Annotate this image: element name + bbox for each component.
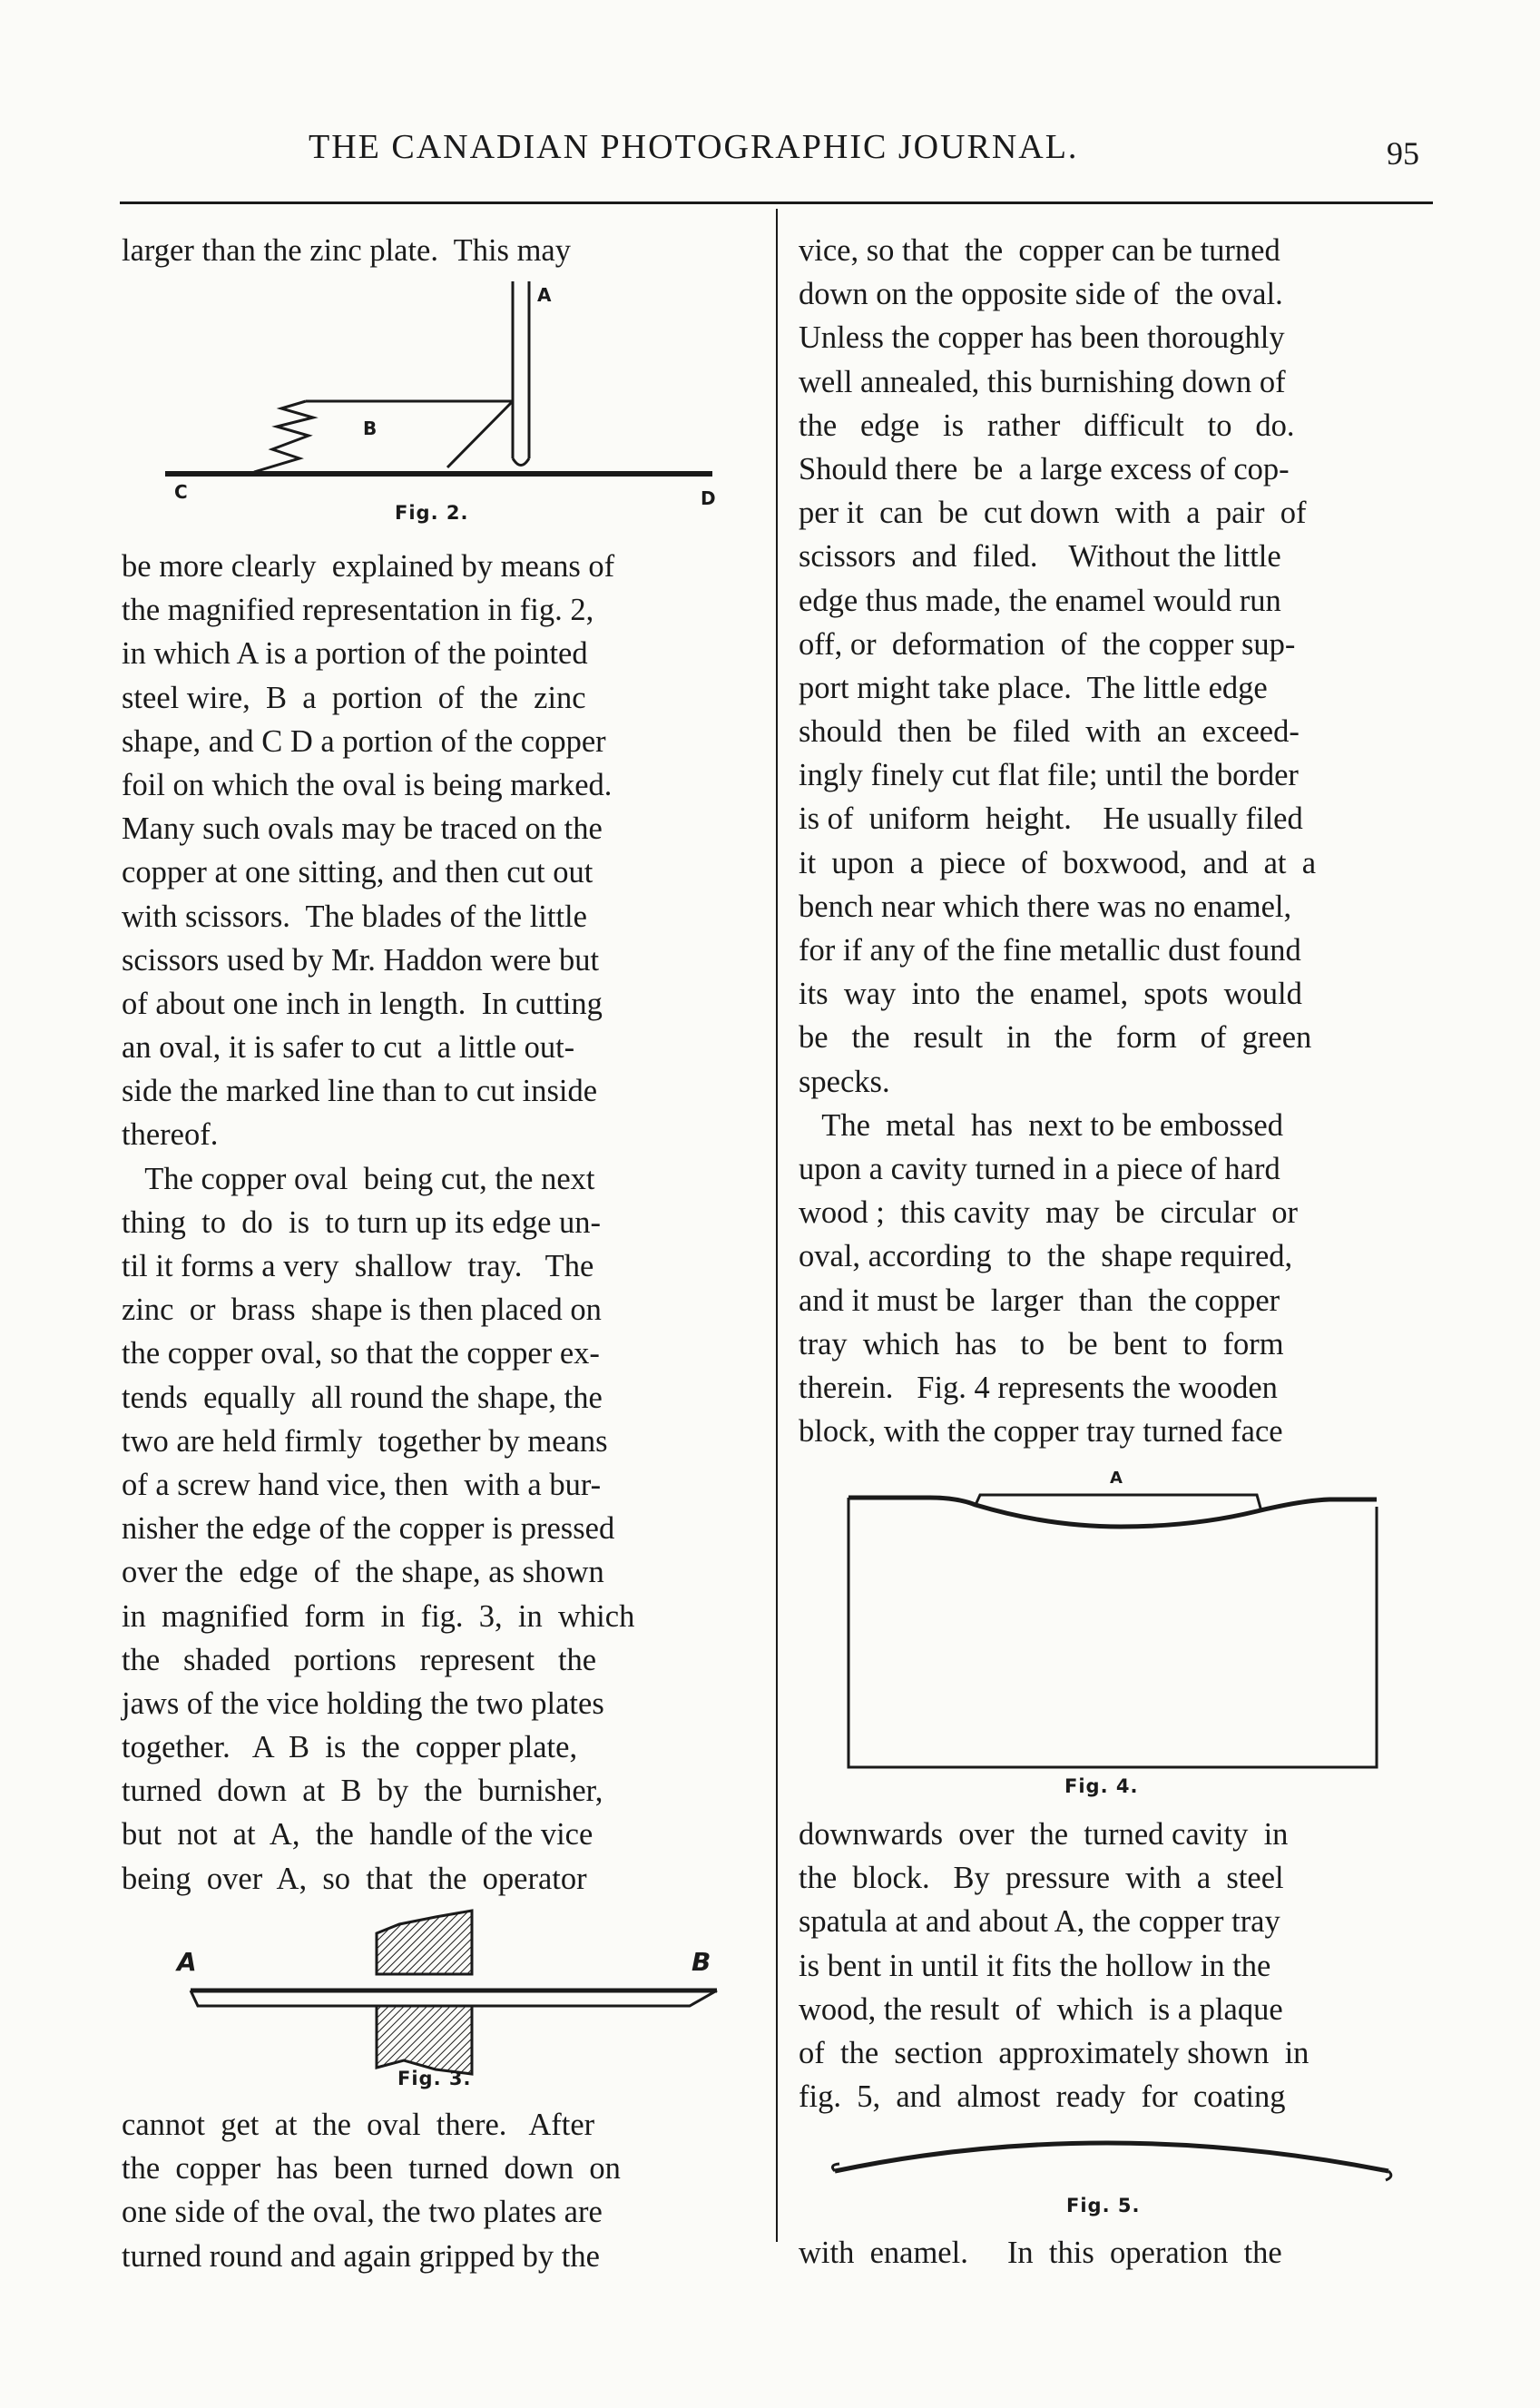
text-line: wood, the result of which is a plaque <box>799 1991 1283 2027</box>
text-line: be more clearly explained by means of <box>122 549 615 584</box>
text-line: the block. By pressure with a steel <box>799 1861 1284 1896</box>
text-line: wood ; this cavity may be circular or <box>799 1195 1298 1231</box>
text-line: larger than the zinc plate. This may <box>122 233 571 268</box>
right-block-3 <box>799 2231 1282 2275</box>
text-line: edge thus made, the enamel would run <box>799 583 1281 618</box>
text-line: vice, so that the copper can be turned <box>799 233 1280 268</box>
left-block-2 <box>122 545 634 1901</box>
text-line: block, with the copper tray turned face <box>799 1414 1283 1450</box>
page-number: 95 <box>1387 135 1419 172</box>
text-line: steel wire, B a portion of the zinc <box>122 680 586 715</box>
figure-2-drawing <box>163 277 744 540</box>
text-line: down on the opposite side of the oval. <box>799 277 1283 312</box>
text-line: Many such ovals may be traced on the <box>122 811 603 847</box>
text-line: of a screw hand vice, then with a bur- <box>122 1467 602 1502</box>
header-rule <box>120 201 1433 204</box>
text-line: should then be filed with an exceed- <box>799 714 1300 750</box>
text-line: oval, according to the shape required, <box>799 1239 1293 1274</box>
text-line: of about one inch in length. In cutting <box>122 986 603 1021</box>
text-line: with scissors. The blades of the little <box>122 899 587 934</box>
right-block-2 <box>799 1813 1309 2118</box>
text-line: therein. Fig. 4 represents the wooden <box>799 1370 1278 1405</box>
fig3-label-a: A <box>177 1947 197 1977</box>
text-line: its way into the enamel, spots would <box>799 977 1302 1012</box>
text-line: scissors and filed. Without the little <box>799 539 1281 575</box>
text-line: The metal has next to be embossed <box>799 1107 1283 1143</box>
text-line: til it forms a very shallow tray. The <box>122 1249 594 1283</box>
text-line: copper at one sitting, and then cut out <box>122 855 593 890</box>
text-line: per it can be cut down with a pair of <box>799 496 1307 531</box>
fig2-caption: Fig. 2. <box>395 502 469 524</box>
text-line: and it must be larger than the copper <box>799 1283 1280 1318</box>
text-line: it upon a piece of boxwood, and at a <box>799 845 1317 880</box>
text-line: turned down at B by the burnisher, <box>122 1774 603 1809</box>
text-line: Unless the copper has been thoroughly <box>799 320 1285 356</box>
figure-2 <box>163 277 744 540</box>
text-line: is bent in until it fits the hollow in the <box>799 1948 1271 1983</box>
fig4-label-a: A <box>1110 1469 1123 1488</box>
text-line: spatula at and about A, the copper tray <box>799 1904 1280 1940</box>
fig2-label-d: D <box>701 487 716 509</box>
text-line: Should there be a large excess of cop- <box>799 451 1290 487</box>
text-line: turned round and again gripped by the <box>122 2238 600 2274</box>
fig3-caption: Fig. 3. <box>397 2068 472 2089</box>
text-line: nisher the edge of the copper is pressed <box>122 1511 615 1547</box>
text-line: an oval, it is safer to cut a little out- <box>122 1030 575 1066</box>
text-line: two are held firmly together by means <box>122 1423 608 1459</box>
fig3-label-b: B <box>692 1947 711 1977</box>
text-line: over the edge of the shape, as shown <box>122 1555 604 1590</box>
figure-4-drawing <box>839 1461 1402 1806</box>
text-line: jaws of the vice holding the two plates <box>122 1686 604 1721</box>
left-block-3 <box>122 2103 621 2278</box>
text-line: foil on which the oval is being marked. <box>122 767 613 802</box>
running-head: THE CANADIAN PHOTOGRAPHIC JOURNAL. <box>309 128 1079 166</box>
fig2-label-c: C <box>174 481 188 503</box>
text-line: in magnified form in fig. 3, in which <box>122 1598 635 1634</box>
text-line: zinc or brass shape is then placed on <box>122 1292 602 1328</box>
text-line: the magnified representation in fig. 2, <box>122 593 594 628</box>
text-line: tray which has to be bent to form <box>799 1326 1284 1361</box>
text-line: thing to do is to turn up its edge un- <box>122 1204 602 1240</box>
fig5-caption: Fig. 5. <box>1066 2195 1141 2216</box>
text-line: is of uniform height. He usually filed <box>799 801 1303 837</box>
text-line: together. A B is the copper plate, <box>122 1730 578 1765</box>
text-line: for if any of the fine metallic dust found <box>799 933 1301 968</box>
text-line: be the result in the form of green <box>799 1020 1312 1056</box>
text-line: downwards over the turned cavity in <box>799 1817 1289 1852</box>
text-line: off, or deformation of the copper sup- <box>799 626 1296 662</box>
text-line: in which A is a portion of the pointed <box>122 636 588 672</box>
text-line: ingly finely cut flat file; until the border <box>799 758 1299 793</box>
text-line: the copper oval, so that the copper ex- <box>122 1336 600 1371</box>
left-block-1 <box>122 229 571 272</box>
text-line: well annealed, this burnishing down of <box>799 364 1286 399</box>
text-line: thereof. <box>122 1117 219 1153</box>
text-line: shape, and C D a portion of the copper <box>122 723 606 759</box>
text-line: upon a cavity turned in a piece of hard <box>799 1151 1280 1186</box>
page-header <box>0 127 1540 182</box>
text-line: The copper oval being cut, the next <box>122 1161 595 1196</box>
text-line: tends equally all round the shape, the <box>122 1380 603 1415</box>
text-line: the edge is rather difficult to do. <box>799 408 1295 443</box>
text-line: side the marked line than to cut inside <box>122 1074 598 1109</box>
fig2-label-b: B <box>363 418 378 439</box>
text-line: of the section approximately shown in <box>799 2035 1309 2070</box>
text-line: the shaded portions represent the <box>122 1642 597 1677</box>
fig2-label-a: A <box>537 284 552 306</box>
text-line: cannot get at the oval there. After <box>122 2108 595 2142</box>
text-line: with enamel. In this operation the <box>799 2236 1282 2270</box>
text-line: being over A, so that the operator <box>122 1861 587 1896</box>
text-line: but not at A, the handle of the vice <box>122 1817 593 1853</box>
fig4-caption: Fig. 4. <box>1064 1775 1139 1797</box>
text-line: the copper has been turned down on <box>122 2151 621 2187</box>
column-divider <box>776 209 778 2242</box>
figure-4 <box>839 1461 1402 1806</box>
figure-5 <box>821 2124 1402 2224</box>
text-line: one side of the oval, the two plates are <box>122 2195 603 2230</box>
text-line: scissors used by Mr. Haddon were but <box>122 942 600 978</box>
text-line: specks. <box>799 1064 890 1099</box>
right-block-1 <box>799 229 1316 1453</box>
text-line: bench near which there was no enamel, <box>799 889 1292 924</box>
text-line: port might take place. The little edge <box>799 670 1268 705</box>
figure-3 <box>172 1906 735 2097</box>
text-line: fig. 5, and almost ready for coating <box>799 2079 1286 2115</box>
